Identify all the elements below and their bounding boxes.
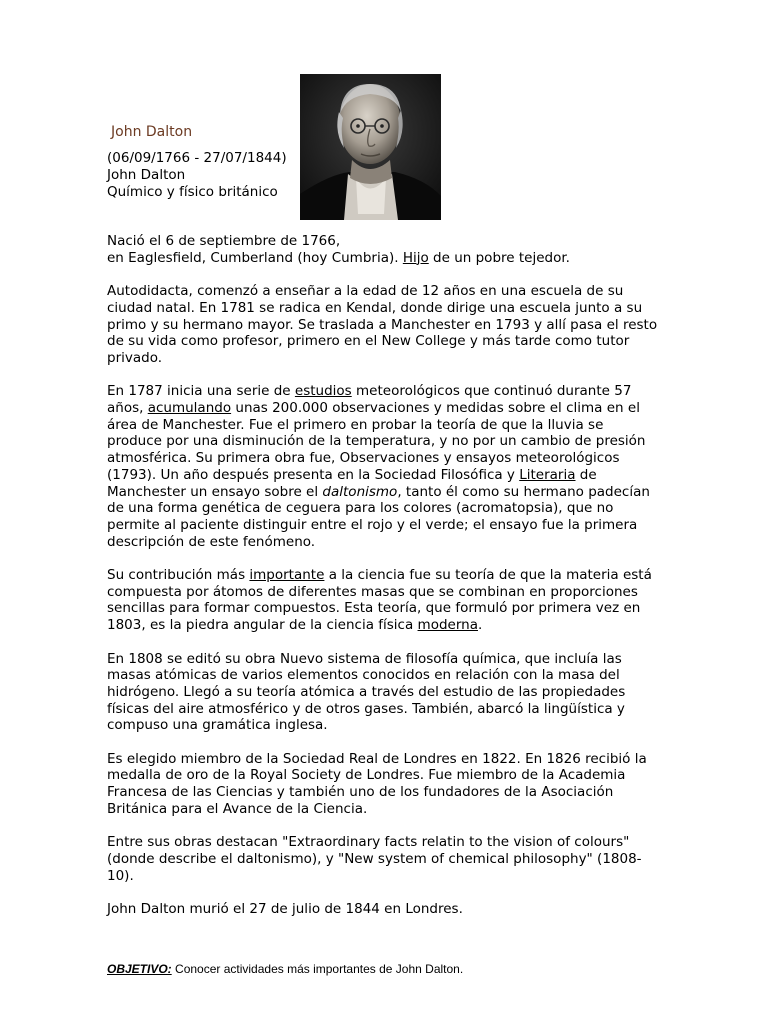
paragraph-text: de Manchester un ensayo sobre el (107, 466, 597, 500)
link-importante[interactable]: importante (249, 567, 325, 584)
paragraph-early-career (107, 283, 662, 367)
birth-line: Nació el 6 de septiembre de 1766, (107, 233, 341, 249)
john-dalton-portrait (300, 74, 441, 220)
paragraph-honors (107, 751, 662, 818)
person-name: John Dalton (107, 167, 186, 183)
link-hijo[interactable]: Hijo (402, 249, 429, 266)
paragraph-atomic-theory (107, 567, 662, 634)
objective-label: OBJETIVO: (107, 962, 172, 976)
intro-block (107, 150, 287, 201)
paragraph-birth (107, 233, 662, 266)
person-role: Químico y físico británico (107, 184, 278, 200)
paragraph-text: Es elegido miembro de la Sociedad Real de Londres en 1822. En 1826 recibió la medalla de oro de la Royal Society de Londres. Fue miembro de la Academia Francesa de las Ciencias y también uno de los fundadores de la Asociación Británica para el Avance de la Ciencia. (107, 750, 647, 817)
paragraph-text: Su contribución más (107, 567, 250, 584)
link-estudios[interactable]: estudios (294, 383, 352, 400)
biography-body (107, 233, 662, 934)
paragraph-text: En 1787 inicia una serie de (107, 383, 295, 400)
life-dates: (06/09/1766 - 27/07/1844) (107, 150, 287, 166)
paragraph-text: Autodidacta, comenzó a enseñar a la edad de 12 años en una escuela de su ciudad natal. En 1781 se radica en Kendal, donde dirige una escuela junto a su primo y su hermano mayor. Se traslada a Manchester en 1793 y allí pasa el resto de su vida como profesor, primero en el New College y más tarde como tutor privado. (107, 283, 658, 366)
paragraph-new-system (107, 651, 662, 735)
paragraph-text: Entre sus obras destacan "Extraordinary facts relatin to the vision of colours" (donde describe el daltonismo), y "New system of chemical philosophy" (1808-10). (107, 834, 642, 884)
paragraph-meteorology (107, 383, 662, 550)
link-literaria[interactable]: Literaria (519, 466, 576, 483)
paragraph-text: John Dalton murió el 27 de julio de 1844 en Londres. (107, 901, 463, 918)
paragraph-text: , tanto él como su hermano padecían de una forma genética de ceguera para los colores (acromatopsia), que no permite al paciente distinguir entre el rojo y el verde; el ensayo fue la primera descripción de este fenómeno. (107, 483, 650, 550)
paragraph-text: unas 200.000 observaciones y medidas sobre el clima en el área de Manchester. Fue el primero en probar la teoría de que la lluvia se produce por una disminución de la temperatura, y no por un cambio de presión atmosférica. Su primera obra fue, Observaciones y ensayos meteorológicos (1793). Un año después presenta en la Sociedad Filosófica y (107, 400, 646, 483)
objective-line (107, 962, 463, 976)
paragraph-text: En 1808 se editó su obra Nuevo sistema de filosofía química, que incluía las masas atómicas de varios elementos conocidos en relación con la masa del hidrógeno. Llegó a su teoría atómica a través del estudio de las propiedades físicas del aire atmosférico y de otros gases. También, abarcó la lingüística y compuso una gramática inglesa. (107, 650, 626, 734)
paragraph-text: a la ciencia fue su teoría de que la materia está compuesta por átomos de diferentes masas que se combinan en proporciones sencillas para formar compuestos. Esta teoría, que formuló por primera vez en 1803, es la piedra angular de la ciencia física (107, 567, 652, 634)
paragraph-text: meteorológicos que continuó durante 57 años, (107, 383, 632, 416)
birth-family-text: de un pobre tejedor. (428, 249, 570, 266)
link-moderna[interactable]: moderna (417, 617, 478, 634)
objective-text: Conocer actividades más importantes de John Dalton. (171, 962, 464, 976)
paragraph-text: . (477, 617, 483, 634)
birth-place-text: en Eaglesfield, Cumberland (hoy Cumbria). (107, 249, 403, 266)
paragraph-works (107, 834, 662, 884)
link-acumulando[interactable]: acumulando (147, 400, 232, 416)
italic-term: daltonismo (322, 483, 398, 500)
paragraph-death (107, 901, 662, 918)
document-title: John Dalton (111, 124, 193, 140)
